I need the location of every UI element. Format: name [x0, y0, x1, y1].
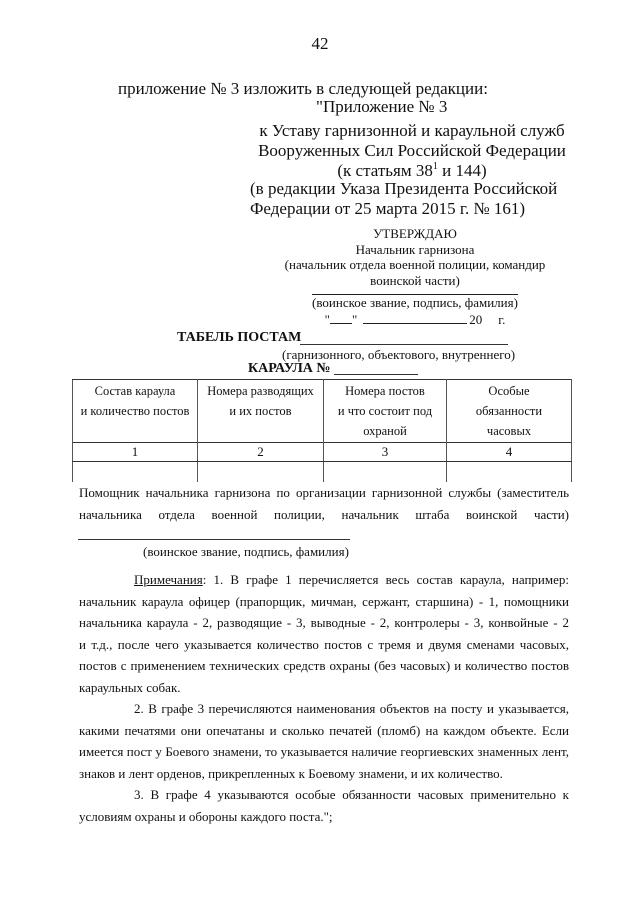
note-3-line-2: условиям охраны и обороны каждого поста."; [79, 808, 333, 824]
column-header [198, 380, 324, 443]
approval-position: Начальник гарнизона [355, 241, 475, 257]
column-header [73, 380, 198, 443]
stamp-superscript: 1 [432, 161, 438, 172]
header-text: часовых [486, 424, 532, 438]
note-1-line-3: начальника караула - 2, разводящие - 3, выводные - 2, контролеры - 3, конвойные - 2 [79, 615, 569, 630]
page-number: 42 [311, 34, 329, 53]
form-type-field[interactable] [300, 344, 508, 345]
edition-line-1: (в редакции Указа Президента Российской [250, 179, 558, 198]
column-number: 2 [198, 443, 324, 462]
table-cell[interactable] [447, 462, 572, 483]
table-row [73, 462, 572, 483]
note-2-line-1: 2. В графе 3 перечисляются наименования объектов на посту и указывается, [134, 701, 569, 716]
table-cell[interactable] [198, 462, 324, 483]
table-cell[interactable] [324, 462, 447, 483]
guard-label: КАРАУЛА № [248, 361, 331, 376]
note-1-line-5: постов с применением технических средств охраны (без часовых) и количество постов [79, 658, 569, 673]
column-number: 1 [73, 443, 198, 462]
intro-text: приложение № 3 изложить в следующей редакции: [118, 79, 488, 98]
date-quote-open: " [324, 311, 330, 327]
approval-position-alt-1: (начальник отдела военной полиции, командир [284, 257, 546, 272]
column-number: 3 [324, 443, 447, 462]
date-year-suffix: г. [498, 311, 506, 327]
header-text: охраной [363, 424, 407, 438]
date-month-field[interactable] [363, 311, 467, 324]
table-cell[interactable] [73, 462, 198, 483]
header-text: Особые [488, 384, 530, 398]
header-text: и их постов [229, 404, 292, 418]
note-text: : 1. В графе 1 перечисляется весь состав караула, например: [202, 572, 569, 587]
header-text: и количество постов [80, 404, 190, 418]
header-text: Номера постов [345, 384, 425, 398]
assistant-paragraph [79, 482, 569, 525]
note-1-line-1 [79, 569, 569, 591]
approval-position-alt-2: воинской части) [370, 272, 460, 288]
assistant-line-2: начальника отдела военной полиции, начальник штаба воинской части) [79, 506, 569, 522]
table-header-row [73, 380, 572, 443]
header-text: и что состоит под [337, 404, 433, 418]
edition-note [250, 179, 557, 219]
appendix-stamp [248, 121, 576, 181]
date-year-prefix: 20 [469, 311, 483, 327]
stamp-line-1: к Уставу гарнизонной и караульной служб [259, 121, 565, 140]
assistant-line-1: Помощник начальника гарнизона по организации гарнизонной службы (заместитель [79, 485, 569, 500]
notes-section [79, 569, 569, 827]
note-1-line-2: начальник караула офицер (прапорщик, мичман, сержант, старшина) - 1, помощники [79, 593, 569, 609]
assistant-signature-line[interactable] [78, 539, 350, 540]
edition-line-2: Федерации от 25 марта 2015 г. № 161) [250, 199, 526, 218]
note-3-line-1: 3. В графе 4 указываются особые обязанности часовых применительно к [134, 787, 569, 802]
header-text: Номера разводящих [207, 384, 314, 398]
column-header [324, 380, 447, 443]
form-type-caption: (гарнизонного, объектового, внутреннего) [282, 347, 516, 362]
approval-date-line [280, 311, 550, 328]
note-2-line-3: имеется пост у Боевого знамени, то указывается наличие георгиевских знаменных лент, [79, 744, 569, 759]
form-title: ТАБЕЛЬ ПОСТАМ [177, 330, 302, 345]
date-day-field[interactable] [330, 311, 352, 324]
note-1-line-4: и т.д., после чего указывается количество постов с тремя и двумя сменами часовых, [79, 636, 569, 652]
stamp-line-3 [248, 161, 576, 181]
approval-signature-caption: (воинское звание, подпись, фамилия) [312, 295, 518, 310]
approval-block [280, 226, 550, 327]
header-text: Состав караула [94, 384, 176, 398]
stamp-line-2: Вооруженных Сил Российской Федерации [258, 141, 566, 160]
appendix-title: "Приложение № 3 [316, 97, 448, 116]
stamp-articles: (к статьям 38 [337, 161, 433, 180]
column-number: 4 [447, 443, 572, 462]
notes-label: Примечания [134, 572, 203, 587]
assistant-signature-caption: (воинское звание, подпись, фамилия) [143, 544, 349, 559]
approval-heading: УТВЕРЖДАЮ [373, 226, 457, 241]
date-quote-close: " [351, 311, 358, 327]
note-2-line-4: знаков и лент орденов, прикрепленных к Боевому знамени, и их количество. [79, 765, 503, 781]
table-number-row [73, 443, 572, 462]
header-text: обязанности [475, 404, 543, 418]
note-1-line-6: караульных собак. [79, 679, 181, 695]
posts-table [72, 379, 572, 482]
column-header [447, 380, 572, 443]
guard-number-field[interactable] [334, 374, 418, 375]
note-2-line-2: какими печатями они опечатаны и сколько печатей (пломб) на каждом объекте. Если [79, 722, 569, 738]
stamp-articles-suffix: и 144) [437, 161, 487, 180]
